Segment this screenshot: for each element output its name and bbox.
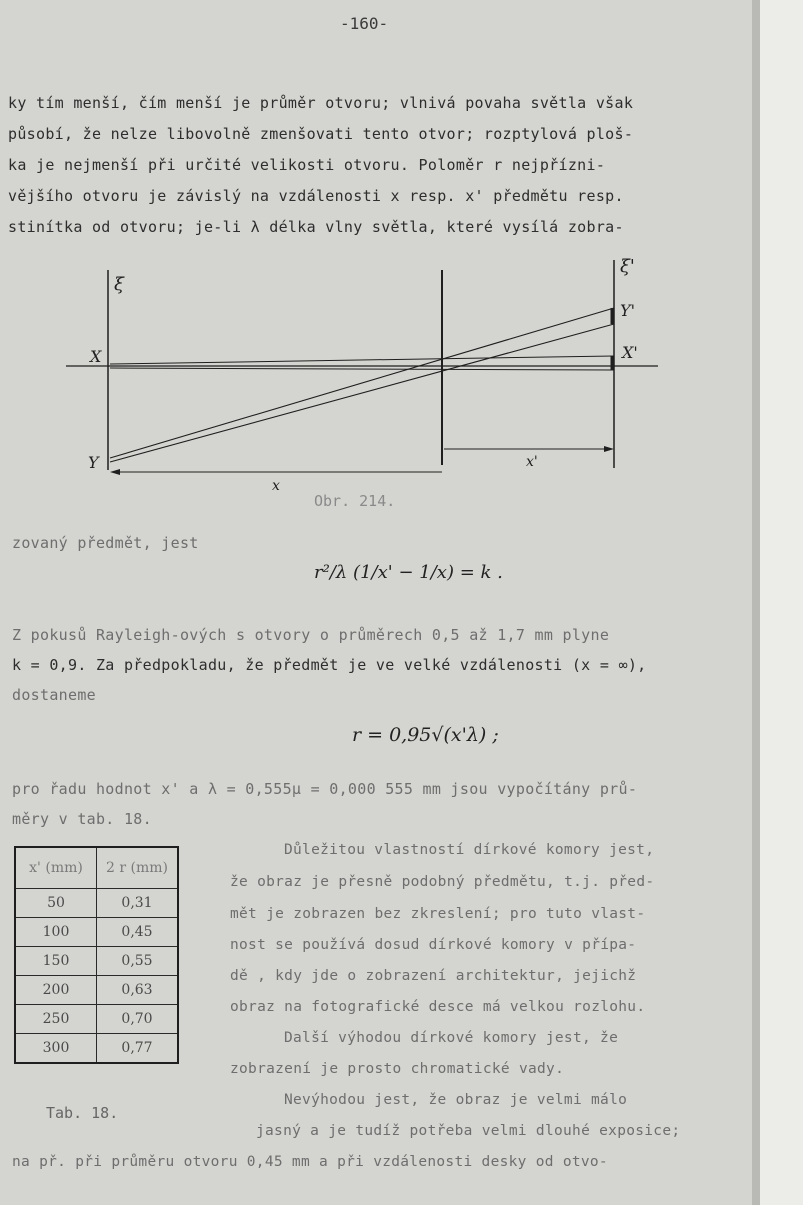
text-line: zovaný předmět, jest <box>12 534 199 552</box>
page-number: -160- <box>340 14 389 33</box>
text-line: měry v tab. 18. <box>12 810 152 828</box>
label-x: x <box>272 478 280 494</box>
table-row <box>15 918 178 947</box>
label-xi-prime: ξ' <box>620 256 635 277</box>
table-cell: 100 <box>15 918 97 947</box>
table-row <box>15 947 178 976</box>
table-header-x: x' (mm) <box>15 847 97 889</box>
formula-2: r = 0,95√(x'λ) ; <box>352 724 499 746</box>
text-line: obraz na fotografické desce má velkou rozlohu. <box>230 999 646 1015</box>
formula-minus: − <box>398 562 414 583</box>
text-line: Další výhodou dírkové komory jest, že <box>284 1030 619 1046</box>
formula-frac1: 1/x' <box>360 562 393 583</box>
table-label: Tab. 18. <box>46 1104 119 1122</box>
label-X: X <box>90 347 102 366</box>
ray-X-upper <box>110 356 614 364</box>
table-cell: 0,45 <box>97 918 179 947</box>
table-18 <box>14 846 179 1064</box>
text-line: působí, že nelze libovolně zmenšovati tento otvor; rozptylová ploš- <box>8 125 634 143</box>
table-cell: 150 <box>15 947 97 976</box>
formula-1: r²/λ (1/x' − 1/x) = k . <box>314 562 503 583</box>
table-cell: 250 <box>15 1005 97 1034</box>
table-cell: 0,70 <box>97 1005 179 1034</box>
text-line: Z pokusů Rayleigh-ových s otvory o průměrech 0,5 až 1,7 mm plyne <box>12 626 610 644</box>
text-line: Důležitou vlastností dírkové komory jest, <box>284 842 655 858</box>
label-X-prime: X' <box>622 343 638 362</box>
formula-eq-k: = k . <box>459 562 503 583</box>
label-Y: Y <box>88 453 99 472</box>
formula-frac2: 1/x <box>419 562 447 583</box>
text-line: dě , kdy jde o zobrazení architektur, jejichž <box>230 968 637 984</box>
table-cell: 0,63 <box>97 976 179 1005</box>
table-cell: 0,77 <box>97 1034 179 1064</box>
table-row <box>15 976 178 1005</box>
text-line: nost se používá dosud dírkové komory v přípa- <box>230 937 637 953</box>
label-x-prime: x' <box>526 454 538 470</box>
arrow-left <box>110 469 120 475</box>
figure-214 <box>60 250 680 500</box>
page-edge <box>760 0 803 1205</box>
figure-caption: Obr. 214. <box>314 492 396 510</box>
text-line: ka je nejmenší při určité velikosti otvoru. Poloměr r nejpřízni- <box>8 156 606 174</box>
text-line: jasný a je tudíž potřeba velmi dlouhé exposice; <box>256 1123 681 1139</box>
table-row <box>15 1005 178 1034</box>
ray-Y-upper <box>110 308 614 458</box>
table-row <box>15 889 178 918</box>
table-header-row <box>15 847 178 889</box>
table-cell: 200 <box>15 976 97 1005</box>
text-line: ky tím menší, čím menší je průměr otvoru; vlnivá povaha světla však <box>8 94 634 112</box>
text-line: Nevýhodou jest, že obraz je velmi málo <box>284 1092 628 1108</box>
formula-r2: r² <box>314 562 330 583</box>
table-cell: 0,31 <box>97 889 179 918</box>
ray-X-lower <box>110 368 614 370</box>
table-cell: 0,55 <box>97 947 179 976</box>
text-line: dostaneme <box>12 686 96 704</box>
text-line: stinítka od otvoru; je-li λ délka vlny světla, které vysílá zobra- <box>8 218 624 236</box>
ray-Y-lower <box>110 324 614 462</box>
text-line: že obraz je přesně podobný předmětu, t.j. před- <box>230 874 655 890</box>
arrow-right <box>604 446 614 452</box>
table-cell: 300 <box>15 1034 97 1064</box>
table-header-2r: 2 r (mm) <box>97 847 179 889</box>
text-line: k = 0,9. Za předpokladu, že předmět je ve velké vzdálenosti (x = ∞), <box>12 656 647 674</box>
label-Y-prime: Y' <box>620 301 635 320</box>
text-line: mět je zobrazen bez zkreslení; pro tuto vlast- <box>230 906 646 922</box>
table-row <box>15 1034 178 1064</box>
text-line: vějšího otvoru je závislý na vzdálenosti x resp. x' předmětu resp. <box>8 187 624 205</box>
text-line: zobrazení je prosto chromatické vady. <box>230 1061 565 1077</box>
table-cell: 50 <box>15 889 97 918</box>
formula-lambda: λ <box>335 562 348 583</box>
text-line: pro řadu hodnot x' a λ = 0,555μ = 0,000 555 mm jsou vypočítány prů- <box>12 780 638 798</box>
label-xi: ξ <box>114 274 124 295</box>
text-line: na př. při průměru otvoru 0,45 mm a při vzdálenosti desky od otvo- <box>12 1154 608 1170</box>
